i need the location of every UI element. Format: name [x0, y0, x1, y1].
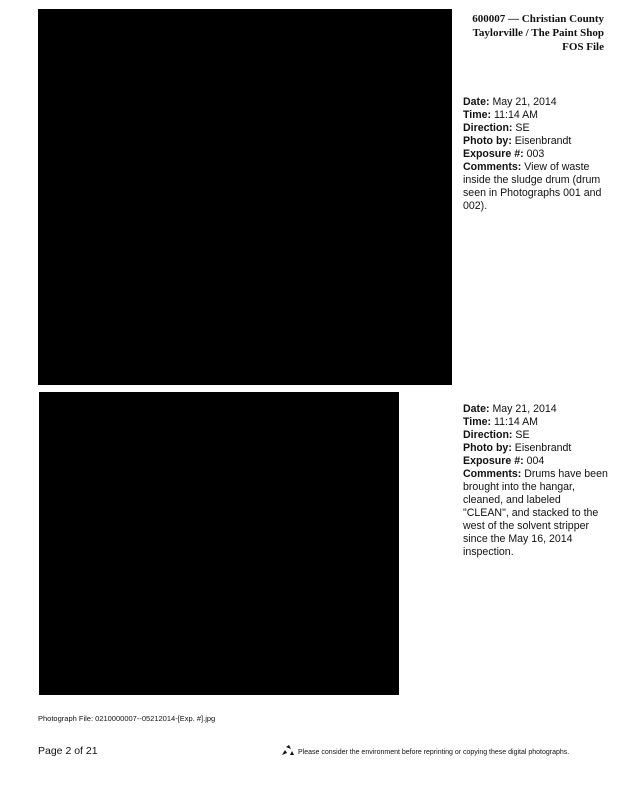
date-value: May 21, 2014: [492, 96, 557, 108]
direction-value: SE: [515, 122, 530, 134]
exposure-value: 003: [526, 148, 545, 160]
photo-metadata-003: [463, 96, 608, 213]
page-number: Page 2 of 21: [38, 745, 98, 757]
exposure-label: Exposure #:: [463, 148, 524, 160]
comments-value: Drums have been brought into the hangar, cleaned, and labeled "CLEAN", and stacked to the west of the solvent stripper since the May 16, 2014 inspection.: [463, 468, 608, 558]
photo-by-value: Eisenbrandt: [514, 135, 572, 147]
time-label: Time:: [463, 416, 492, 428]
photograph-004: [39, 392, 399, 695]
header-line-2: Taylorville / The Paint Shop: [472, 27, 604, 39]
environment-note-text: Please consider the environment before reprinting or copying these digital photographs.: [298, 749, 570, 756]
time-label: Time:: [463, 109, 492, 121]
photo-by-label: Photo by:: [463, 442, 512, 454]
comments-label: Comments:: [463, 161, 522, 173]
date-value: May 21, 2014: [492, 403, 557, 415]
photograph-file-name: Photograph File: 0210000007--05212014-[Exp. #].jpg: [38, 714, 216, 723]
photo-metadata-004: [463, 403, 608, 559]
recycle-icon: [280, 744, 296, 756]
time-value: 11:14 AM: [494, 416, 538, 428]
comments-value: View of waste inside the sludge drum (drum seen in Photographs 001 and 002).: [463, 161, 602, 212]
time-value: 11:14 AM: [494, 109, 538, 121]
direction-label: Direction:: [463, 122, 513, 134]
direction-label: Direction:: [463, 429, 513, 441]
direction-value: SE: [515, 429, 530, 441]
comments-label: Comments:: [463, 468, 522, 480]
header-line-1: 600007 — Christian County: [472, 13, 604, 25]
photograph-003: [38, 9, 452, 385]
date-label: Date:: [463, 403, 490, 415]
header-line-3: FOS File: [562, 41, 604, 53]
photo-by-label: Photo by:: [463, 135, 512, 147]
document-header: [434, 12, 604, 54]
exposure-label: Exposure #:: [463, 455, 524, 467]
environment-note: [280, 744, 569, 756]
date-label: Date:: [463, 96, 490, 108]
exposure-value: 004: [526, 455, 545, 467]
photo-by-value: Eisenbrandt: [514, 442, 572, 454]
